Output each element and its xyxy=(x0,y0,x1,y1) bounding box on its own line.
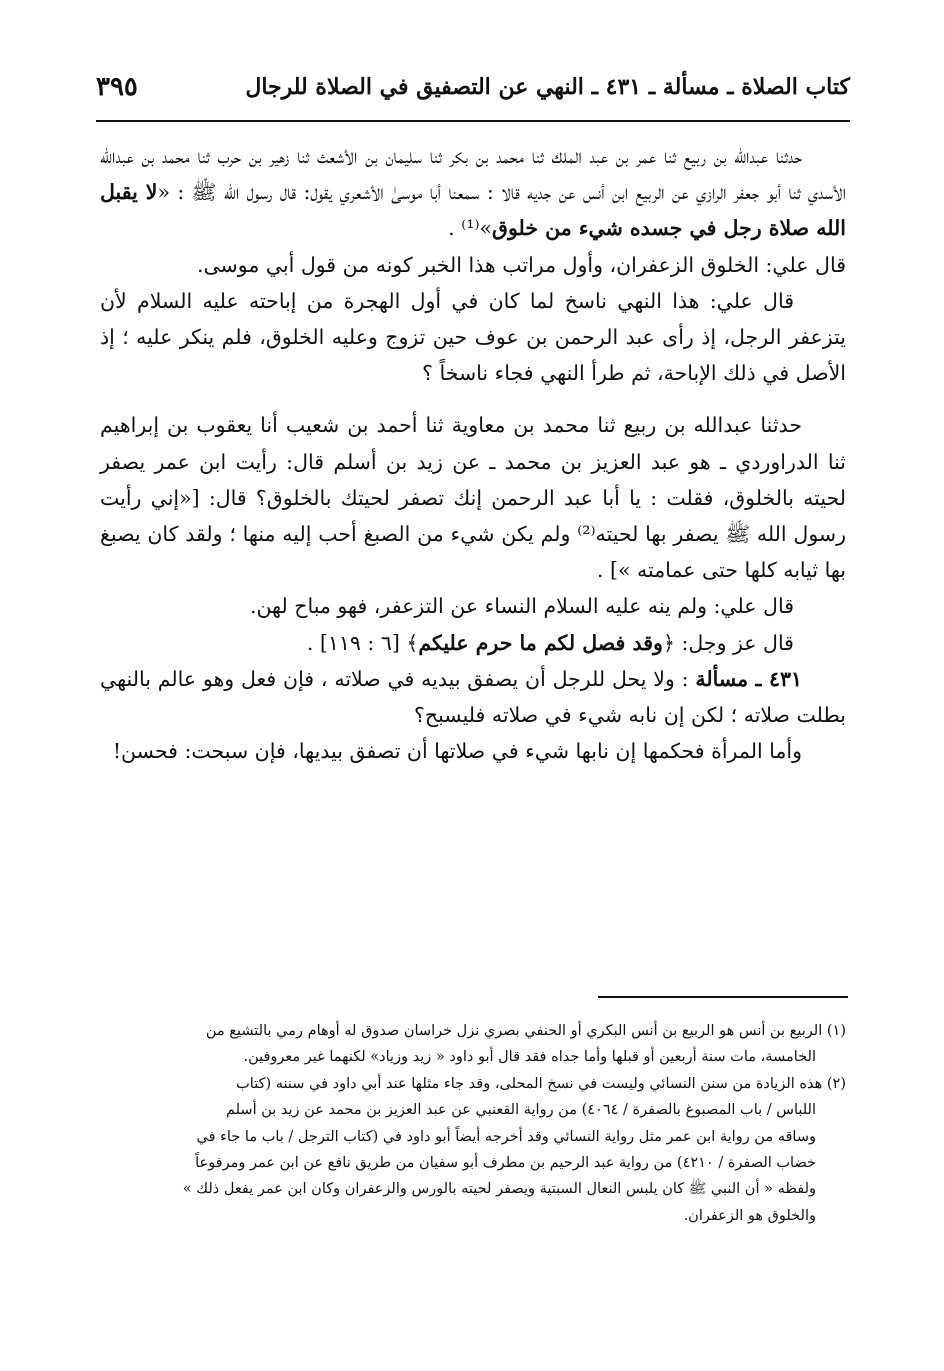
quran-quote: وقد فصل لكم ما حرم عليكم xyxy=(418,630,663,655)
paragraph-hadith-1 xyxy=(100,138,846,247)
paragraph-masala-431 xyxy=(100,661,846,733)
paragraph-quran-verse xyxy=(100,625,846,661)
footnotes xyxy=(100,1018,846,1229)
page-header xyxy=(96,68,850,122)
text-span: ﴾ [٦ : ١١٩] . xyxy=(306,630,419,655)
running-title: كتاب الصلاة ـ مسألة ـ ٤٣١ ـ النهي عن التصفيق في الصلاة للرجال xyxy=(245,74,850,100)
footnote-1 xyxy=(100,1018,846,1071)
paragraph-ali-2: قال علي: هذا النهي ناسخ لما كان في أول الهجرة من إباحته عليه السلام لأن يتزعفر الرجل، إذ رأى عبد الرحمن بن عوف حين تزوج وعليه الخلوق، فلم ينكر عليه ؛ إذ الأصل في ذلك الإباحة، ثم طرأ النهي فجاء ناسخاً ؟ xyxy=(100,288,846,386)
text-span: قال عز وجل: ﴿ xyxy=(662,630,794,655)
page-number: ٣٩٥ xyxy=(96,72,138,102)
text-span: حدثنا عبدالله بن ربيع ثنا عمر بن عبد الملك ثنا محمد بن بكر ثنا سليمان بن الأشعث ثنا زهير بن حرب ثنا محمد بن عبدالله الأسدي ثنا أبو جعفر الرازي عن الربيع ابن أنس عن جديه قالا : سمعنا أبا موسىٰ الأشعري يقول: قال رسول الله ﷺ : « xyxy=(100,144,846,205)
paragraph-hadith-2: حدثنا عبدالله بن ربيع ثنا محمد بن معاوية ثنا أحمد بن شعيب أنا يعقوب بن إبراهيم ثنا الدراوردي ـ هو عبد العزيز بن محمد ـ عن زيد بن أسلم قال: رأيت ابن عمر يصفر لحيته بالخلوق، فقلت : يا أبا عبد الرحمن إنك تصفر لحيتك بالخلوق؟ قال: [«إني رأيت رسول الله ﷺ يصفر بها لحيته⁽²⁾ ولم يكن شيء من الصبغ أحب إليه منها ؛ ولقد كان يصبغ بها ثيابه كلها حتى عمامته »] . xyxy=(100,413,846,583)
footnote-line: الخامسة، مات سنة أربعين أو قبلها وأما جداه فقد قال أبو داود « زيد وزياد» لكنهما غير معروفين. xyxy=(243,1049,816,1066)
footnote-line: (٢) هذه الزيادة من سنن النسائي وليست في نسخ المحلى، وقد جاء مثلها عند أبي داود في سننه (كتاب xyxy=(236,1075,846,1092)
footnote-line: وساقه من رواية ابن عمر مثل رواية النسائي وقد أخرجه أيضاً أبو داود في (كتاب الترجل / باب ما جاء في xyxy=(196,1128,816,1145)
footnote-line: (١) الربيع بن أنس هو الربيع بن أنس البكري أو الحنفي بصري نزل خراسان صدوق له أوهام رمي بالتشيع من xyxy=(205,1023,846,1039)
footnote-2 xyxy=(100,1071,846,1229)
footnote-line: اللباس / باب المصبوغ بالصفرة / ٤٠٦٤) من رواية القعنبي عن عبد العزيز بن محمد عن زيد بن أسلم xyxy=(225,1102,816,1119)
masala-heading: ٤٣١ ـ مسألة xyxy=(695,666,802,691)
text-span: : ولا يحل للرجل أن يصفق بيديه في صلاته ، فإن فعل وهو عالم بالنهي بطلت صلاته ؛ لكن إن نابه شيء في صلاته فليسبح؟ xyxy=(100,666,846,728)
paragraph-ali-3: قال علي: ولم ينه عليه السلام النساء عن التزعفر، فهو مباح لهن. xyxy=(249,594,794,619)
paragraph-woman-ruling: وأما المرأة فحكمها إن نابها شيء في صلاتها أن تصفق بيديها، فإن سبحت: فحسن! xyxy=(112,739,802,764)
main-text xyxy=(100,138,846,769)
footnote-line: والخلوق هو الزعفران. xyxy=(683,1207,816,1224)
hadith-quote: لا يقبل الله صلاة رجل في جسده شيء من خلوق xyxy=(100,180,846,241)
text-span: »⁽¹⁾ . xyxy=(448,216,493,241)
footnote-line: خضاب الصفرة / ٤٢١٠) من رواية عبد الرحيم بن مطرف أبو سفيان من طريق نافع عن ابن عمر ومرفوعاً xyxy=(195,1155,816,1172)
footnote-separator xyxy=(598,996,848,998)
paragraph-ali-1: قال علي: الخلوق الزعفران، وأول مراتب هذا الخبر كونه من قول أبي موسى. xyxy=(196,252,846,277)
footnote-line: ولفظه « أن النبي ﷺ كان يلبس النعال السبتية ويصفر لحيته بالورس والزعفران وكان ابن عمر يفعل ذلك » xyxy=(182,1181,816,1198)
